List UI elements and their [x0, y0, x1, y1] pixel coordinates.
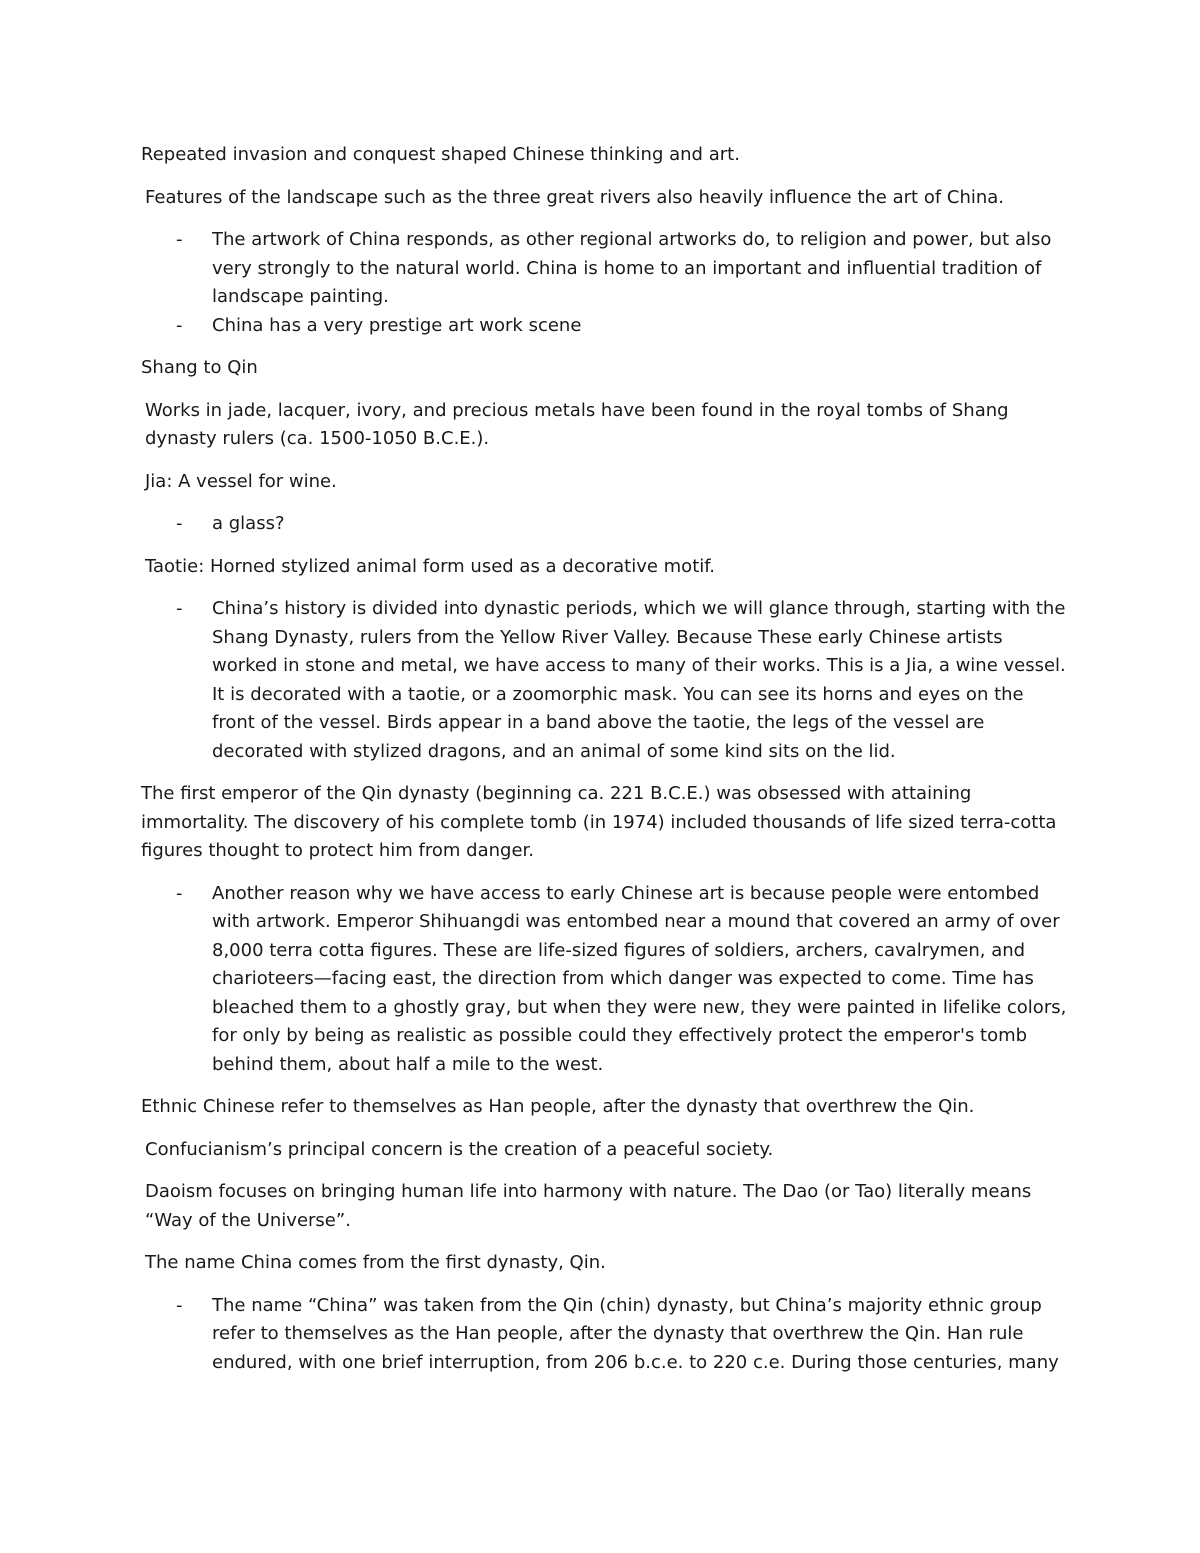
paragraph: Jia: A vessel for wine.: [145, 470, 337, 492]
list-item: [141, 595, 1071, 766]
document-body: [141, 141, 1071, 1391]
dash-list: [141, 595, 1071, 766]
paragraph: Shang to Qin: [141, 357, 258, 378]
list-item: [141, 1292, 1071, 1378]
dash-list: [141, 510, 1071, 539]
paragraph: Daoism focuses on bringing human life into harmony with nature. The Dao (or Tao) literally means “Way of the Universe”.: [145, 1181, 1032, 1231]
dash-bullet: -: [176, 229, 183, 250]
paragraph: Features of the landscape such as the three great rivers also heavily influence the art of China.: [145, 186, 1005, 208]
list-item-text: a glass?: [212, 513, 285, 534]
dash-list: [141, 226, 1071, 340]
paragraph: Taotie: Horned stylized animal form used as a decorative motif.: [145, 555, 716, 577]
list-item: [141, 226, 1071, 312]
dash-bullet: -: [176, 882, 183, 904]
dash-bullet: -: [176, 1294, 183, 1316]
dash-list: [141, 1292, 1071, 1378]
list-item: [141, 880, 1071, 1080]
paragraph: The first emperor of the Qin dynasty (beginning ca. 221 B.C.E.) was obsessed with attaining immortality. The discovery of his complete tomb (in 1974) included thousands of life sized terra-cotta figures thought to protect him from danger.: [141, 783, 1057, 861]
list-item-text: The artwork of China responds, as other regional artworks do, to religion and power, but also very strongly to the natural world. China is home to an important and influential tradition of landscape painting.: [212, 229, 1052, 307]
paragraph: The name China comes from the first dynasty, Qin.: [145, 1252, 606, 1273]
list-item-text: China has a very prestige art work scene: [212, 314, 582, 336]
list-item: [141, 312, 1071, 341]
dash-bullet: -: [176, 314, 183, 336]
dash-bullet: -: [176, 513, 183, 534]
dash-list: [141, 880, 1071, 1080]
list-item: [141, 510, 1071, 539]
dash-bullet: -: [176, 598, 183, 619]
paragraph: Confucianism’s principal concern is the creation of a peaceful society.: [145, 1138, 774, 1160]
paragraph: Repeated invasion and conquest shaped Chinese thinking and art.: [141, 144, 740, 165]
list-item-text: Another reason why we have access to early Chinese art is because people were entombed with artwork. Emperor Shihuangdi was entombed near a mound that covered an army of over 8,000 terra cotta figures. These are life-sized figures of soldiers, archers, cavalrymen, and charioteers—facing east, the direction from which danger was expected to come. Time has bleached them to a ghostly gray, but when they were new, they were painted in lifelike colors, for only by being as realistic as possible could they effectively protect the emperor's tomb behind them, about half a mile to the west.: [212, 882, 1067, 1075]
paragraph: Works in jade, lacquer, ivory, and precious metals have been found in the royal tombs of Shang dynasty rulers (ca. 1500-1050 B.C.E.).: [145, 399, 1009, 449]
paragraph: Ethnic Chinese refer to themselves as Han people, after the dynasty that overthrew the Qin.: [141, 1096, 975, 1117]
list-item-text: China’s history is divided into dynastic periods, which we will glance through, starting with the Shang Dynasty, rulers from the Yellow River Valley. Because These early Chinese artists worked in stone and metal, we have access to many of their works. This is a Jia, a wine vessel. It is decorated with a taotie, or a zoomorphic mask. You can see its horns and eyes on the front of the vessel. Birds appear in a band above the taotie, the legs of the vessel are decorated with stylized dragons, and an animal of some kind sits on the lid.: [212, 598, 1066, 762]
list-item-text: The name “China” was taken from the Qin (chin) dynasty, but China’s majority ethnic group refer to themselves as the Han people, after the dynasty that overthrew the Qin. Han rule endured, with one brief interruption, from 206 b.c.e. to 220 c.e. During those centuries, many: [212, 1294, 1059, 1373]
